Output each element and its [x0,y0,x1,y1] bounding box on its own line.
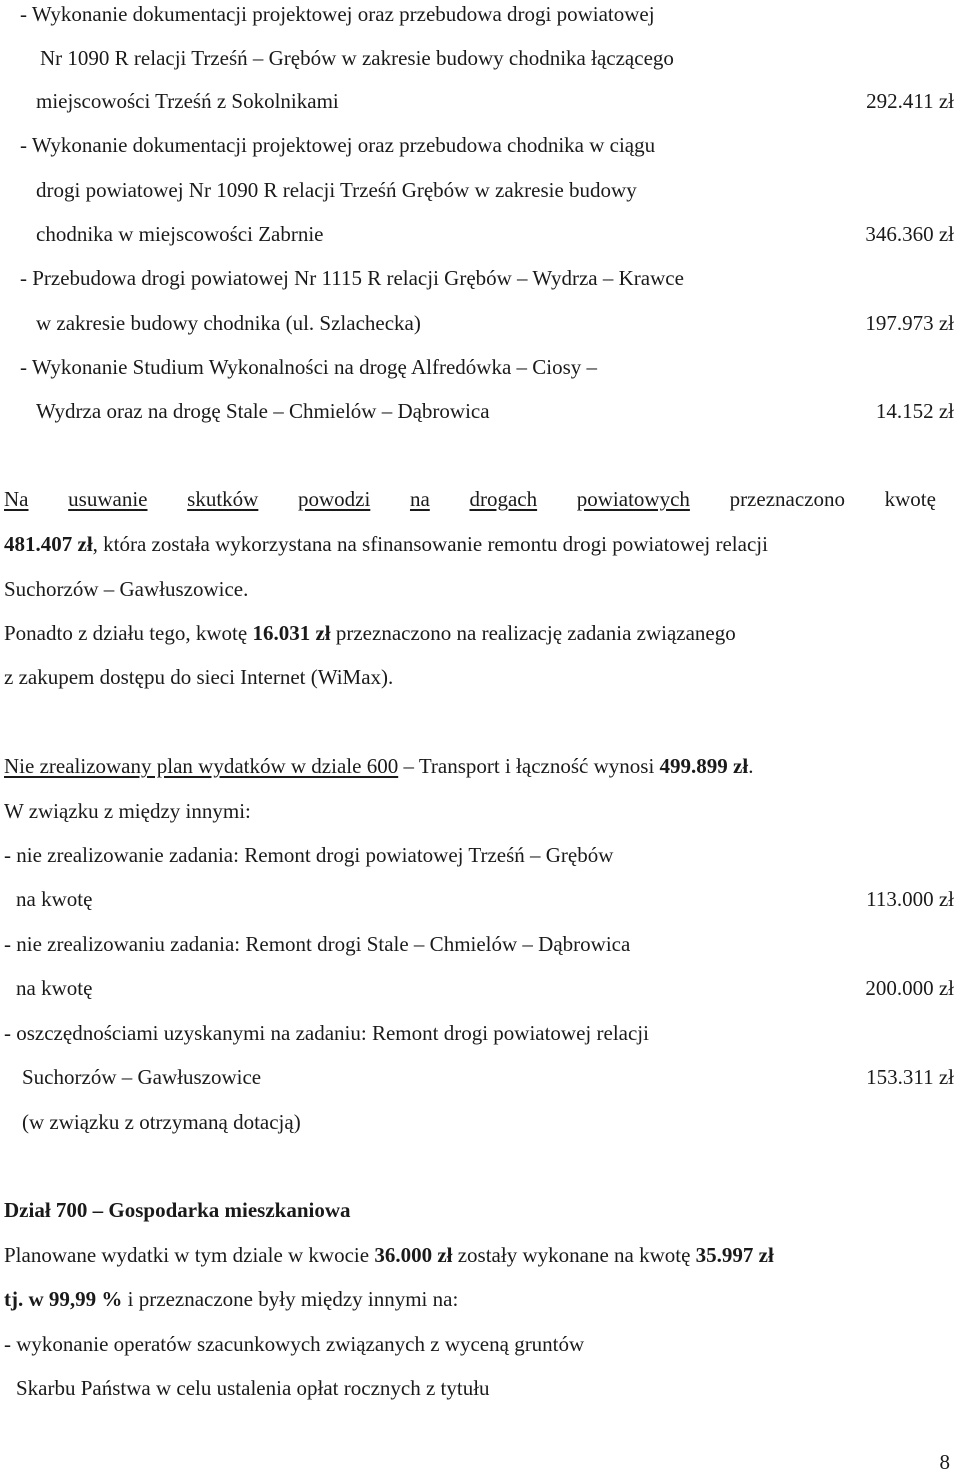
section700-p1 [4,1245,774,1266]
unrealized-c-line3: (w związku z otrzymaną dotacją) [22,1110,301,1134]
flood-word: powodzi [297,487,371,511]
unrealized-underlined: Nie zrealizowany plan wydatków w dziale 600 [4,754,399,778]
unrealized-a-line1: - nie zrealizowanie zadania: Remont drogi powiatowej Trześń – Grębów [4,843,614,867]
flood-word: powiatowych [576,487,690,511]
flood-line4 [4,623,736,644]
item1-line2: Nr 1090 R relacji Trześń – Grębów w zakresie budowy chodnika łączącego [40,46,674,70]
item2-line2: drogi powiatowej Nr 1090 R relacji Trześń Grębów w zakresie budowy [36,178,637,202]
flood-amount: 481.407 zł [4,532,93,556]
flood-line5: z zakupem dostępu do sieci Internet (WiMax). [4,665,394,689]
flood-line2 [4,534,768,555]
item4-amount: 14.152 zł [875,399,954,423]
flood-line3: Suchorzów – Gawłuszowice. [4,577,249,601]
unrealized-intro: W związku z między innymi: [4,799,251,823]
item1-line3: miejscowości Trześń z Sokolnikami [36,89,339,113]
item2-line3: chodnika w miejscowości Zabrnie [36,222,324,246]
section700-p1-pre: Planowane wydatki w tym dziale w kwocie [4,1243,375,1267]
flood-word: drogach [469,487,538,511]
flood-line4-post: przeznaczono na realizację zadania związanego [330,621,736,645]
section700-p2 [4,1289,458,1310]
item3-line1: - Przebudowa drogi powiatowej Nr 1115 R relacji Grębów – Wydrza – Krawce [20,266,684,290]
page-number: 8 [939,1450,950,1474]
unrealized-amount: 499.899 zł [659,754,749,778]
flood-word: skutków [187,487,259,511]
unrealized-period: . [748,754,754,778]
item2-amount: 346.360 zł [865,222,954,246]
unrealized-c-amount: 153.311 zł [866,1065,954,1089]
section700-p2-post: i przeznaczone były między innymi na: [122,1287,459,1311]
unrealized-c-line2: Suchorzów – Gawłuszowice [22,1065,262,1089]
section700-percent: w 99,99 % [28,1287,123,1311]
section700-tj: tj. [4,1287,24,1311]
unrealized-rest: – Transport i łączność wynosi [398,754,660,778]
item3-amount: 197.973 zł [865,311,954,335]
item2-line1: - Wykonanie dokumentacji projektowej oraz przebudowa chodnika w ciągu [20,133,656,157]
unrealized-b-amount: 200.000 zł [865,976,954,1000]
flood-line2-text: , która została wykorzystana na sfinansowanie remontu drogi powiatowej relacji [92,532,768,556]
unrealized-b-line1: - nie zrealizowaniu zadania: Remont drogi Stale – Chmielów – Dąbrowica [4,932,631,956]
flood-word: przeznaczono [729,487,845,511]
unrealized-a-line2: na kwotę [16,887,93,911]
section700-p1-mid: zostały wykonane na kwotę [452,1243,696,1267]
section700-p3: - wykonanie operatów szacunkowych związanych z wyceną gruntów [4,1332,585,1356]
item4-line2: Wydrza oraz na drogę Stale – Chmielów – Dąbrowica [36,399,490,423]
flood-word: Na [4,487,29,511]
unrealized-a-amount: 113.000 zł [866,887,954,911]
section700-executed-amount: 35.997 zł [695,1243,774,1267]
section700-p4: Skarbu Państwa w celu ustalenia opłat rocznych z tytułu [16,1376,490,1400]
section700-planned-amount: 36.000 zł [374,1243,453,1267]
item3-line2: w zakresie budowy chodnika (ul. Szlachecka) [36,311,421,335]
flood-word: na [409,487,430,511]
flood-line4-pre: Ponadto z działu tego, kwotę [4,621,253,645]
flood-line4-amount: 16.031 zł [252,621,331,645]
flood-word: usuwanie [68,487,148,511]
flood-word: kwotę [884,487,936,511]
section700-heading: Dział 700 – Gospodarka mieszkaniowa [4,1198,351,1222]
unrealized-c-line1: - oszczędnościami uzyskanymi na zadaniu: Remont drogi powiatowej relacji [4,1021,649,1045]
item4-line1: - Wykonanie Studium Wykonalności na drogę Alfredówka – Ciosy – [20,355,598,379]
unrealized-heading [4,756,753,777]
unrealized-b-line2: na kwotę [16,976,93,1000]
flood-line1 [4,489,936,510]
item1-amount: 292.411 zł [866,89,954,113]
item1-line1: - Wykonanie dokumentacji projektowej oraz przebudowa drogi powiatowej [20,2,655,26]
